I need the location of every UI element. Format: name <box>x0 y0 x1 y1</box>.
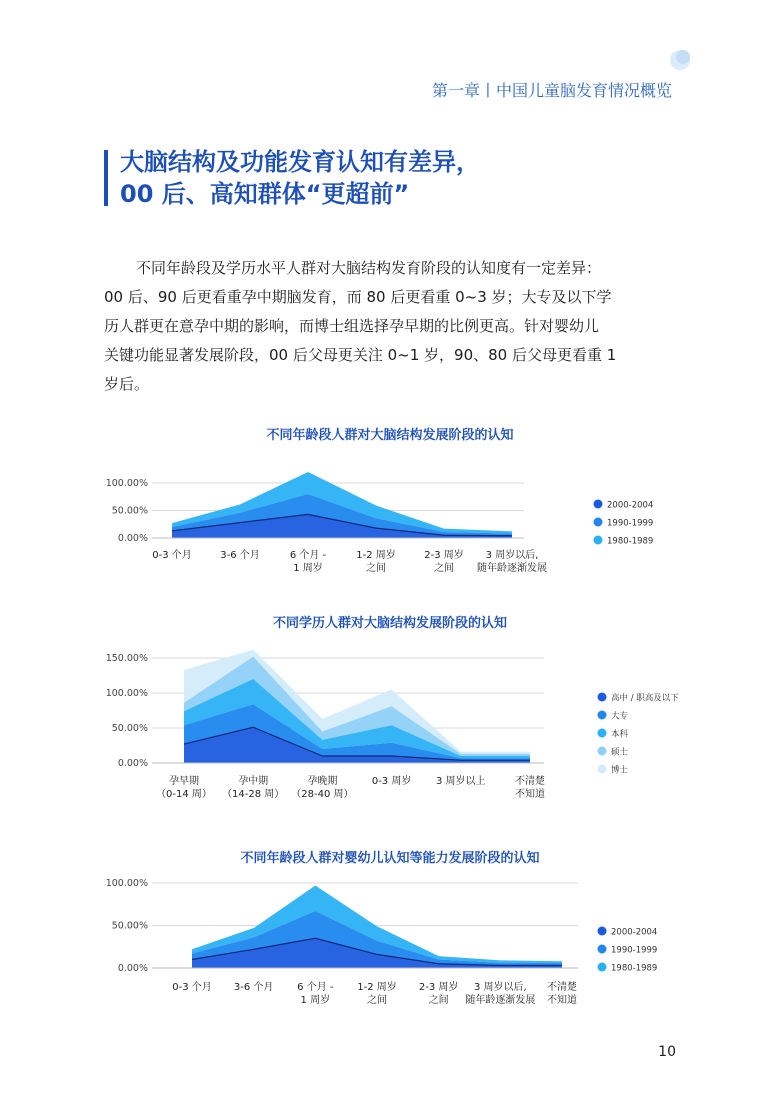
paragraph-line: 不同年龄段及学历水平人群对大脑结构发育阶段的认知度有一定差异： <box>136 259 602 277</box>
y-tick-label: 150.00% <box>105 653 148 664</box>
y-tick-label: 0.00% <box>117 533 148 544</box>
y-tick-label: 50.00% <box>111 723 148 734</box>
chart-svg <box>92 420 688 595</box>
page-number: 10 <box>658 1044 676 1060</box>
x-tick-label: 孕早期 <box>169 776 199 787</box>
title-accent-bar <box>104 150 108 206</box>
x-tick-label: （0-14 周） <box>156 789 212 800</box>
y-tick-label: 50.00% <box>111 505 148 517</box>
legend-marker <box>598 693 607 702</box>
legend-marker <box>594 500 603 509</box>
legend-label: 1980-1989 <box>607 536 654 547</box>
body-paragraph <box>104 254 674 399</box>
x-tick-label: 3 周岁以上 <box>436 776 486 787</box>
chart-svg <box>92 608 688 808</box>
y-tick-label: 0.00% <box>117 758 148 769</box>
legend-marker <box>594 536 603 545</box>
legend-marker <box>598 765 607 774</box>
y-tick-label: 100.00% <box>105 478 148 489</box>
x-tick-label: 1-2 周岁 <box>356 550 396 561</box>
paragraph-line: 岁后。 <box>104 375 150 393</box>
legend-label: 硕士 <box>611 747 629 758</box>
legend-label: 2000-2004 <box>607 500 654 511</box>
x-tick-label: 6 个月 - <box>289 550 327 561</box>
chart-age-cognitive-ability <box>92 843 688 1018</box>
x-tick-label: 之间 <box>367 995 387 1006</box>
x-tick-label: 不清楚 <box>547 982 577 993</box>
section-title-line2: 00 后、高知群体“更超前” <box>120 180 410 208</box>
chapter-header: 第一章丨中国儿童脑发育情况概览 <box>431 81 672 100</box>
paragraph-line: 历人群更在意孕中期的影响，而博士组选择孕早期的比例更高。针对婴幼儿 <box>104 317 600 335</box>
x-tick-label: 随年龄逐渐发展 <box>465 995 536 1006</box>
chart-education-brain-structure <box>92 608 688 808</box>
legend-label: 高中 / 职高及以下 <box>611 693 679 704</box>
x-tick-label: 6 个月 - <box>297 982 334 993</box>
section-title-line1: 大脑结构及功能发育认知有差异， <box>120 148 480 176</box>
legend-label: 1990-1999 <box>607 518 654 529</box>
x-tick-label: 3-6 个月 <box>233 982 274 993</box>
x-tick-label: 之间 <box>428 995 449 1006</box>
chart-title: 不同年龄段人群对婴幼儿认知等能力发展阶段的认知 <box>240 851 540 866</box>
x-tick-label: 0-3 周岁 <box>371 776 412 787</box>
section-title <box>120 146 480 210</box>
x-tick-label: 2-3 周岁 <box>424 550 464 561</box>
x-tick-label: 不知道 <box>547 995 577 1006</box>
legend-marker <box>594 518 603 527</box>
paragraph-line: 关键功能显著发展阶段，00 后父母更关注 0~1 岁，90、80 后父母更看重 1 <box>104 346 617 364</box>
y-tick-label: 100.00% <box>105 688 148 699</box>
y-tick-label: 100.00% <box>105 878 148 889</box>
legend-label: 大专 <box>611 711 629 722</box>
x-tick-label: 之间 <box>366 563 386 574</box>
paragraph-line: 00 后、90 后更看重孕中期脑发育，而 80 后更看重 0~3 岁；大专及以下学 <box>104 288 612 306</box>
chart-title: 不同年龄段人群对大脑结构发展阶段的认知 <box>266 428 514 443</box>
x-tick-label: 1 周岁 <box>300 995 331 1006</box>
chart-age-brain-structure <box>92 420 688 595</box>
legend-label: 1990-1999 <box>611 945 658 956</box>
legend-marker <box>598 927 607 936</box>
legend-marker <box>598 711 607 720</box>
decorative-circle-inner <box>676 50 690 64</box>
x-tick-label: 3-6 个月 <box>220 550 260 561</box>
x-tick-label: 孕晚期 <box>307 776 338 787</box>
legend-marker <box>598 729 607 738</box>
legend-marker <box>598 963 607 972</box>
x-tick-label: （14-28 周） <box>222 789 285 800</box>
x-tick-label: 3 周岁以后, <box>485 550 539 561</box>
y-tick-label: 0.00% <box>117 963 148 974</box>
x-tick-label: 不知道 <box>515 789 545 800</box>
chart-title: 不同学历人群对大脑结构发展阶段的认知 <box>272 616 507 631</box>
x-tick-label: （28-40 周） <box>291 789 354 800</box>
x-tick-label: 3 周岁以后, <box>473 982 527 993</box>
legend-label: 本科 <box>611 729 629 740</box>
legend-marker <box>598 945 607 954</box>
x-tick-label: 随年龄逐渐发展 <box>477 563 547 574</box>
x-tick-label: 之间 <box>434 563 454 574</box>
legend-label: 1980-1989 <box>611 963 658 974</box>
x-tick-label: 2-3 周岁 <box>418 982 459 993</box>
x-tick-label: 0-3 个月 <box>172 982 212 993</box>
chart-svg <box>92 843 688 1018</box>
legend-label: 2000-2004 <box>611 927 658 938</box>
x-tick-label: 孕中期 <box>238 776 269 787</box>
x-tick-label: 1-2 周岁 <box>357 982 397 993</box>
x-tick-label: 不清楚 <box>515 776 545 787</box>
x-tick-label: 0-3 个月 <box>152 550 192 561</box>
legend-marker <box>598 747 607 756</box>
legend-label: 博士 <box>611 765 629 776</box>
y-tick-label: 50.00% <box>111 920 148 932</box>
x-tick-label: 1 周岁 <box>293 563 323 574</box>
